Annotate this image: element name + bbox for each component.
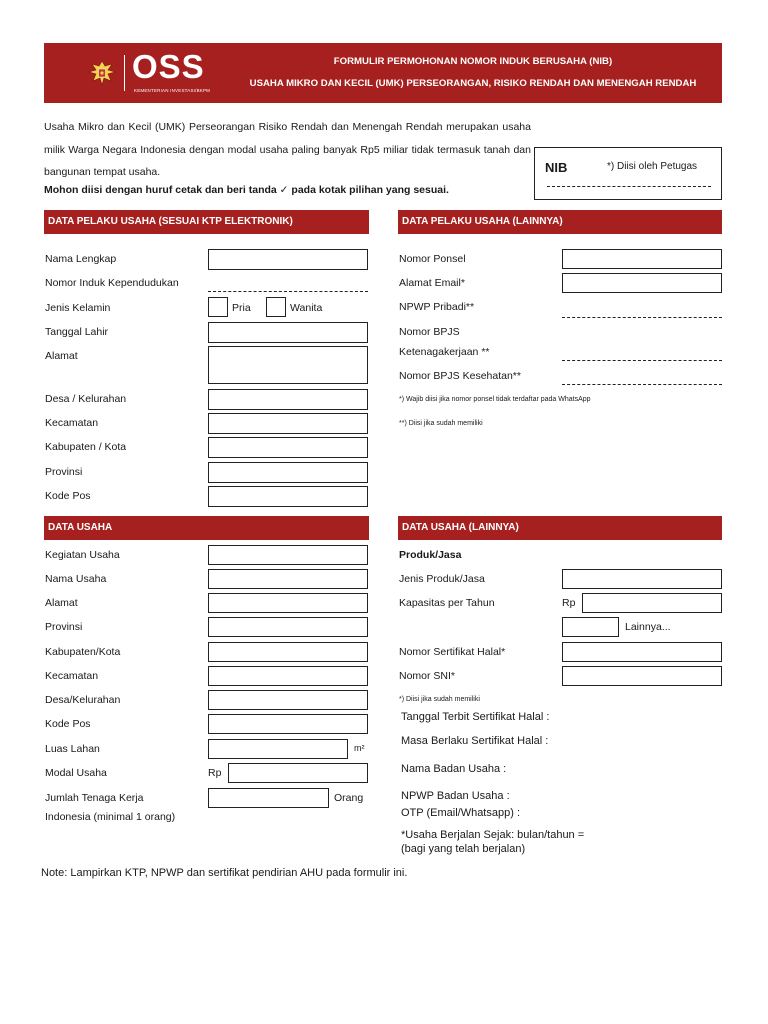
label-nama-usaha: Nama Usaha: [45, 573, 107, 585]
instruction-text: Mohon diisi dengan huruf cetak dan beri tanda ✓ pada kotak pilihan yang sesuai.: [44, 184, 449, 196]
kegiatan-usaha-field[interactable]: [208, 545, 368, 565]
alamat-email-field[interactable]: [562, 273, 722, 293]
label-masa-berlaku-halal: Masa Berlaku Sertifikat Halal :: [401, 735, 549, 747]
label-jenis-kelamin: Jenis Kelamin: [45, 302, 111, 314]
form-header: [44, 43, 722, 103]
form-subtitle: USAHA MIKRO DAN KECIL (UMK) PERSEORANGAN, RISIKO RENDAH DAN MENENGAH RENDAH: [249, 78, 697, 89]
label-tenaga-kerja-line2: Indonesia (minimal 1 orang): [45, 811, 176, 823]
label-rp-modal: Rp: [208, 767, 222, 779]
label-kegiatan-usaha: Kegiatan Usaha: [45, 549, 120, 561]
modal-usaha-field[interactable]: [228, 763, 368, 783]
alamat-field[interactable]: [208, 346, 368, 384]
garuda-emblem-icon: [86, 57, 118, 89]
kecamatan-field[interactable]: [208, 413, 368, 434]
label-provinsi: Provinsi: [45, 466, 83, 478]
label-tanggal-lahir: Tanggal Lahir: [45, 326, 109, 338]
kabupaten-field[interactable]: [208, 437, 368, 458]
note-sni-if-owned: *) Diisi jika sudah memiliki: [399, 696, 480, 703]
desa-field[interactable]: [208, 389, 368, 410]
nib-note: *) Diisi oleh Petugas: [607, 161, 698, 172]
bpjs-kesehatan-field[interactable]: [562, 384, 722, 385]
label-desa-usaha: Desa/Kelurahan: [45, 694, 121, 706]
label-wanita: Wanita: [290, 302, 323, 314]
label-usaha-berjalan-note: (bagi yang telah berjalan): [401, 843, 526, 855]
logo-subtitle: KEMENTERIAN INVESTASI/BKPM: [134, 88, 211, 93]
sertifikat-halal-field[interactable]: [562, 642, 722, 662]
label-npwp-pribadi: NPWP Pribadi**: [399, 301, 475, 313]
label-tanggal-terbit-halal: Tanggal Terbit Sertifikat Halal :: [401, 711, 550, 723]
label-lainnya: Lainnya...: [625, 621, 671, 633]
section-header-pelaku-lainnya: DATA PELAKU USAHA (LAINNYA): [398, 210, 722, 234]
note-email-required: *) Wajib diisi jika nomor ponsel tidak terdaftar pada WhatsApp: [399, 396, 591, 403]
label-jenis-produk: Jenis Produk/Jasa: [399, 573, 485, 585]
label-alamat-email: Alamat Email*: [399, 277, 465, 289]
logo-divider: [124, 55, 125, 91]
kode-pos-field[interactable]: [208, 486, 368, 507]
nama-lengkap-field[interactable]: [208, 249, 368, 270]
label-kabupaten-usaha: Kabupaten/Kota: [45, 646, 121, 658]
nib-box: [534, 147, 722, 200]
label-usaha-berjalan: *Usaha Berjalan Sejak: bulan/tahun =: [401, 829, 585, 841]
label-bpjs-kesehatan: Nomor BPJS Kesehatan**: [399, 370, 521, 382]
label-kecamatan: Kecamatan: [45, 417, 99, 429]
nib-label: NIB: [545, 160, 568, 175]
label-provinsi-usaha: Provinsi: [45, 621, 83, 633]
kapasitas-field[interactable]: [582, 593, 722, 613]
label-kode-pos-usaha: Kode Pos: [45, 718, 91, 730]
kode-pos-usaha-field[interactable]: [208, 714, 368, 734]
note-if-owned: **) Diisi jika sudah memiliki: [399, 420, 483, 427]
pria-checkbox[interactable]: [208, 297, 228, 317]
wanita-checkbox[interactable]: [266, 297, 286, 317]
bpjs-tk-field[interactable]: [562, 360, 722, 361]
label-pria: Pria: [232, 302, 251, 314]
label-otp: OTP (Email/Whatsapp) :: [401, 807, 520, 819]
label-alamat-usaha: Alamat: [45, 597, 78, 609]
label-kode-pos: Kode Pos: [45, 490, 91, 502]
kabupaten-usaha-field[interactable]: [208, 642, 368, 662]
label-nama-badan-usaha: Nama Badan Usaha :: [401, 763, 507, 775]
label-nik: Nomor Induk Kependudukan: [45, 277, 179, 289]
desa-usaha-field[interactable]: [208, 690, 368, 710]
label-tenaga-kerja-line1: Jumlah Tenaga Kerja: [45, 792, 144, 804]
form-title: FORMULIR PERMOHONAN NOMOR INDUK BERUSAHA (NIB): [333, 56, 613, 67]
lainnya-field[interactable]: [562, 617, 619, 637]
label-kapasitas: Kapasitas per Tahun: [399, 597, 495, 609]
nama-usaha-field[interactable]: [208, 569, 368, 589]
label-nama-lengkap: Nama Lengkap: [45, 253, 117, 265]
label-nomor-sni: Nomor SNI*: [399, 670, 456, 682]
label-desa: Desa / Kelurahan: [45, 393, 127, 405]
section-header-usaha-lainnya: DATA USAHA (LAINNYA): [398, 516, 722, 540]
provinsi-usaha-field[interactable]: [208, 617, 368, 637]
nik-field[interactable]: [208, 291, 368, 292]
label-orang: Orang: [334, 792, 364, 804]
label-rp-kapasitas: Rp: [562, 597, 576, 609]
label-produk-jasa: Produk/Jasa: [399, 549, 462, 561]
label-kabupaten: Kabupaten / Kota: [45, 441, 127, 453]
label-luas-lahan: Luas Lahan: [45, 743, 100, 755]
kecamatan-usaha-field[interactable]: [208, 666, 368, 686]
tanggal-lahir-field[interactable]: [208, 322, 368, 343]
label-modal-usaha: Modal Usaha: [45, 767, 107, 779]
nomor-ponsel-field[interactable]: [562, 249, 722, 269]
tenaga-kerja-field[interactable]: [208, 788, 329, 808]
alamat-usaha-field[interactable]: [208, 593, 368, 613]
label-bpjs-tk-line1: Nomor BPJS: [399, 326, 460, 338]
jenis-produk-field[interactable]: [562, 569, 722, 589]
label-npwp-badan-usaha: NPWP Badan Usaha :: [401, 790, 510, 802]
section-header-pelaku-usaha: DATA PELAKU USAHA (SESUAI KTP ELEKTRONIK): [44, 210, 369, 234]
footer-note: Note: Lampirkan KTP, NPWP dan sertifikat pendirian AHU pada formulir ini.: [41, 867, 408, 879]
label-nomor-ponsel: Nomor Ponsel: [399, 253, 466, 265]
nomor-sni-field[interactable]: [562, 666, 722, 686]
unit-m2: m²: [354, 743, 365, 753]
label-sertifikat-halal: Nomor Sertifikat Halal*: [399, 646, 506, 658]
luas-lahan-field[interactable]: [208, 739, 348, 759]
oss-logo: OSS: [132, 48, 205, 85]
npwp-pribadi-field[interactable]: [562, 317, 722, 318]
label-kecamatan-usaha: Kecamatan: [45, 670, 99, 682]
nib-field[interactable]: [547, 186, 711, 187]
intro-text: Usaha Mikro dan Kecil (UMK) Perseorangan Risiko Rendah dan Menengah Rendah merupakan usaha milik Warga Negara Indonesia dengan modal usaha paling banyak Rp5 miliar tidak termasuk tanah dan bangunan tempat usaha.: [44, 121, 531, 178]
provinsi-field[interactable]: [208, 462, 368, 483]
label-bpjs-tk-line2: Ketenagakerjaan **: [399, 346, 490, 358]
section-header-data-usaha: DATA USAHA: [44, 516, 369, 540]
label-alamat: Alamat: [45, 350, 78, 362]
